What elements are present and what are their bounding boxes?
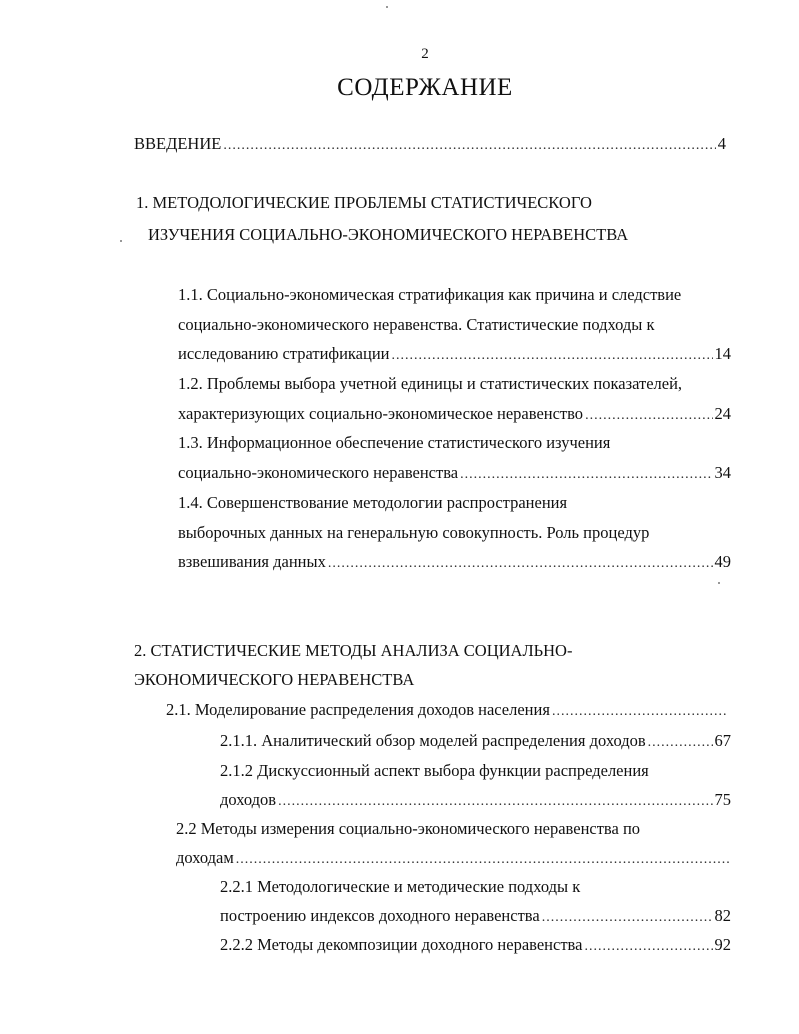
scan-speck (718, 582, 720, 584)
dot-leader (585, 406, 712, 426)
toc-page-number: 34 (714, 463, 731, 482)
toc-page-number: 92 (714, 935, 731, 954)
toc-page-number: 75 (714, 790, 731, 809)
toc-entry-2-1-1 (220, 731, 731, 753)
toc-entry-label: доходов (220, 790, 277, 809)
chapter-2-heading-line-1: 2. СТАТИСТИЧЕСКИЕ МЕТОДЫ АНАЛИЗА СОЦИАЛЬНО- (134, 641, 573, 660)
toc-entry-2-2 (176, 848, 731, 870)
page-number: 2 (421, 46, 429, 62)
toc-page-number: 67 (714, 731, 731, 750)
dot-leader (584, 937, 712, 957)
toc-entry-1-3-line-1: 1.3. Информационное обеспечение статистического изучения (178, 433, 611, 452)
toc-entry-1-3 (178, 463, 731, 485)
toc-entry-label: характеризующих социально-экономическое неравенство (178, 404, 584, 423)
dot-leader (236, 850, 729, 870)
scan-speck (120, 240, 122, 242)
toc-page-number: 24 (714, 404, 731, 423)
toc-entry-1-2-line-1: 1.2. Проблемы выбора учетной единицы и статистических показателей, (178, 374, 683, 393)
toc-entry-label: 2.2.2 Методы декомпозиции доходного неравенства (220, 935, 583, 954)
toc-entry-label: 2.1.1. Аналитический обзор моделей распределения доходов (220, 731, 646, 750)
chapter-1-heading-line-1: 1. МЕТОДОЛОГИЧЕСКИЕ ПРОБЛЕМЫ СТАТИСТИЧЕСКОГО (136, 193, 592, 212)
toc-entry-label: доходам (176, 848, 234, 867)
toc-entry-1-4-line-1: 1.4. Совершенствование методологии распространения (178, 493, 568, 512)
toc-entry-2-2-2 (220, 935, 731, 957)
dot-leader (542, 908, 713, 928)
toc-page-number: 4 (717, 134, 726, 153)
toc-entry-2-1 (166, 700, 730, 722)
toc-entry-1-4 (178, 552, 731, 574)
page-title: СОДЕРЖАНИЕ (337, 74, 513, 101)
dot-leader (223, 136, 715, 156)
dot-leader (552, 702, 728, 722)
toc-entry-label: 2.1. Моделирование распределения доходов населения (166, 700, 550, 719)
toc-entry-2-2-1-line-1: 2.2.1 Методологические и методические подходы к (220, 877, 581, 896)
toc-entry-label: социально-экономического неравенства (178, 463, 459, 482)
scan-speck (386, 6, 388, 8)
toc-page-number: 14 (714, 344, 731, 363)
toc-entry-1-1-line-2: социально-экономического неравенства. Статистические подходы к (178, 315, 655, 334)
chapter-2-heading-line-2: ЭКОНОМИЧЕСКОГО НЕРАВЕНСТВА (134, 670, 415, 689)
toc-entry-1-2 (178, 404, 731, 426)
toc-entry-1-4-line-2: выборочных данных на генеральную совокупность. Роль процедур (178, 523, 650, 542)
toc-entry-1-1 (178, 344, 731, 366)
toc-page-number: 49 (714, 552, 731, 571)
toc-entry-label: построению индексов доходного неравенства (220, 906, 540, 925)
toc-entry-1-1-line-1: 1.1. Социально-экономическая стратификация как причина и следствие (178, 285, 682, 304)
toc-entry-label: взвешивания данных (178, 552, 326, 571)
dot-leader (278, 792, 712, 812)
dot-leader (460, 465, 712, 485)
dot-leader (328, 554, 713, 574)
toc-page-number: 82 (714, 906, 731, 925)
chapter-1-heading-line-2: ИЗУЧЕНИЯ СОЦИАЛЬНО-ЭКОНОМИЧЕСКОГО НЕРАВЕНСТВА (148, 225, 629, 244)
toc-entry-label: исследованию стратификации (178, 344, 390, 363)
toc-entry-2-1-2-line-1: 2.1.2 Дискуссионный аспект выбора функции распределения (220, 761, 649, 780)
toc-entry-2-1-2 (220, 790, 731, 812)
toc-entry-label: ВВЕДЕНИЕ (134, 134, 222, 153)
toc-entry-2-2-1 (220, 906, 731, 928)
toc-entry-2-2-line-1: 2.2 Методы измерения социально-экономического неравенства по (176, 819, 641, 838)
dot-leader (648, 733, 713, 753)
toc-entry-intro (134, 134, 726, 156)
dot-leader (392, 346, 713, 366)
